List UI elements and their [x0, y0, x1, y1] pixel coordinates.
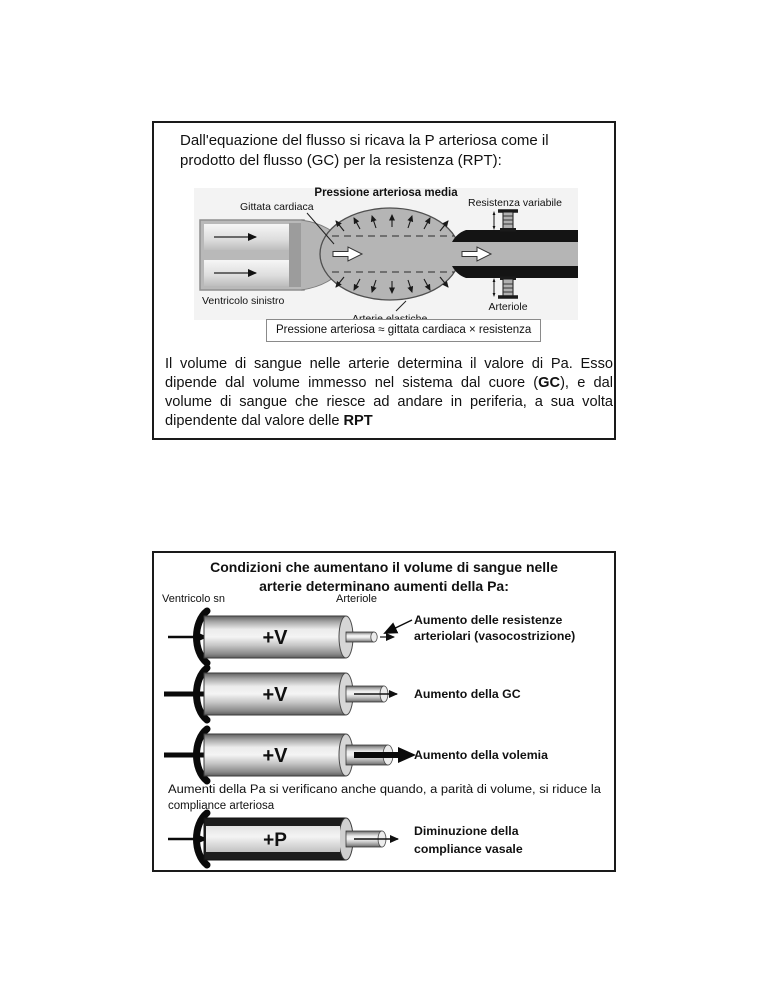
vessel-row-resistenze [168, 611, 575, 663]
annotation-arrow-icon [385, 620, 412, 633]
caption-volemia: Aumento della volemia [414, 748, 548, 762]
label-ventricolo-sinistro: Ventricolo sinistro [202, 295, 285, 307]
arterial-pressure-diagram [190, 180, 590, 332]
formula-text: Pressione arteriosa ≈ gittata cardiaca × resistenza [276, 324, 532, 336]
label-ventricolo-sn: Ventricolo sn [162, 593, 225, 605]
slide2-title [154, 558, 614, 596]
caption-gc: Aumento della GC [414, 687, 521, 701]
note-line2: compliance arteriosa [168, 800, 275, 812]
caption-resistenze-line1: Aumento delle resistenze [414, 613, 563, 627]
volume-conditions-diagram [160, 592, 612, 872]
vessel-volume-label: +V [262, 684, 288, 706]
label-arteriole: Arteriole [336, 593, 377, 605]
slide2-title-line2: arterie determinano aumenti della Pa: [259, 577, 509, 594]
caption-compliance-line1: Diminuzione della [414, 824, 519, 838]
formula-box [266, 319, 541, 342]
vessel-row-gc [164, 668, 521, 720]
vessel-volume-label: +V [262, 745, 288, 767]
label-arteriole: Arteriole [488, 301, 528, 313]
body-bold-rpt: RPT [343, 412, 373, 429]
slide-2 [152, 551, 616, 872]
left-ventricle-pump [200, 220, 304, 290]
vessel-row-compliance [168, 813, 523, 865]
caption-resistenze-line2: arteriolari (vasocostrizione) [414, 629, 576, 643]
body-bold-gc: GC [538, 374, 561, 391]
slide2-title-line1: Condizioni che aumentano il volume di sangue nelle [210, 559, 558, 575]
slide1-body-text [165, 355, 613, 431]
slide-1 [152, 121, 616, 440]
vessel-pressure-label: +P [263, 830, 287, 851]
vessel-volume-label: +V [262, 627, 288, 649]
label-gittata-cardiaca: Gittata cardiaca [240, 201, 314, 213]
slide1-intro-text: Dall'equazione del flusso si ricava la P arteriosa come il prodotto del flusso (GC) per la resistenza (RPT): [180, 132, 549, 169]
diagram-title: Pressione arteriosa media [314, 187, 458, 199]
vessel-row-volemia [164, 729, 548, 781]
body-part1: Il volume di sangue nelle arterie determina il valore di Pa. Esso dipende dal volume immesso nel sistema dal cuore ( [165, 356, 613, 391]
caption-compliance-line2: compliance vasale [414, 842, 523, 856]
note-line1: Aumenti della Pa si verificano anche quando, a parità di volume, si riduce la [168, 784, 602, 796]
arteriole-outlet [346, 632, 374, 642]
label-resistenza-variabile: Resistenza variabile [468, 197, 562, 209]
body-part2: ), e dal volume di sangue che riesce ad andare in periferia, a sua volta dipendente dal valore delle [165, 374, 613, 429]
